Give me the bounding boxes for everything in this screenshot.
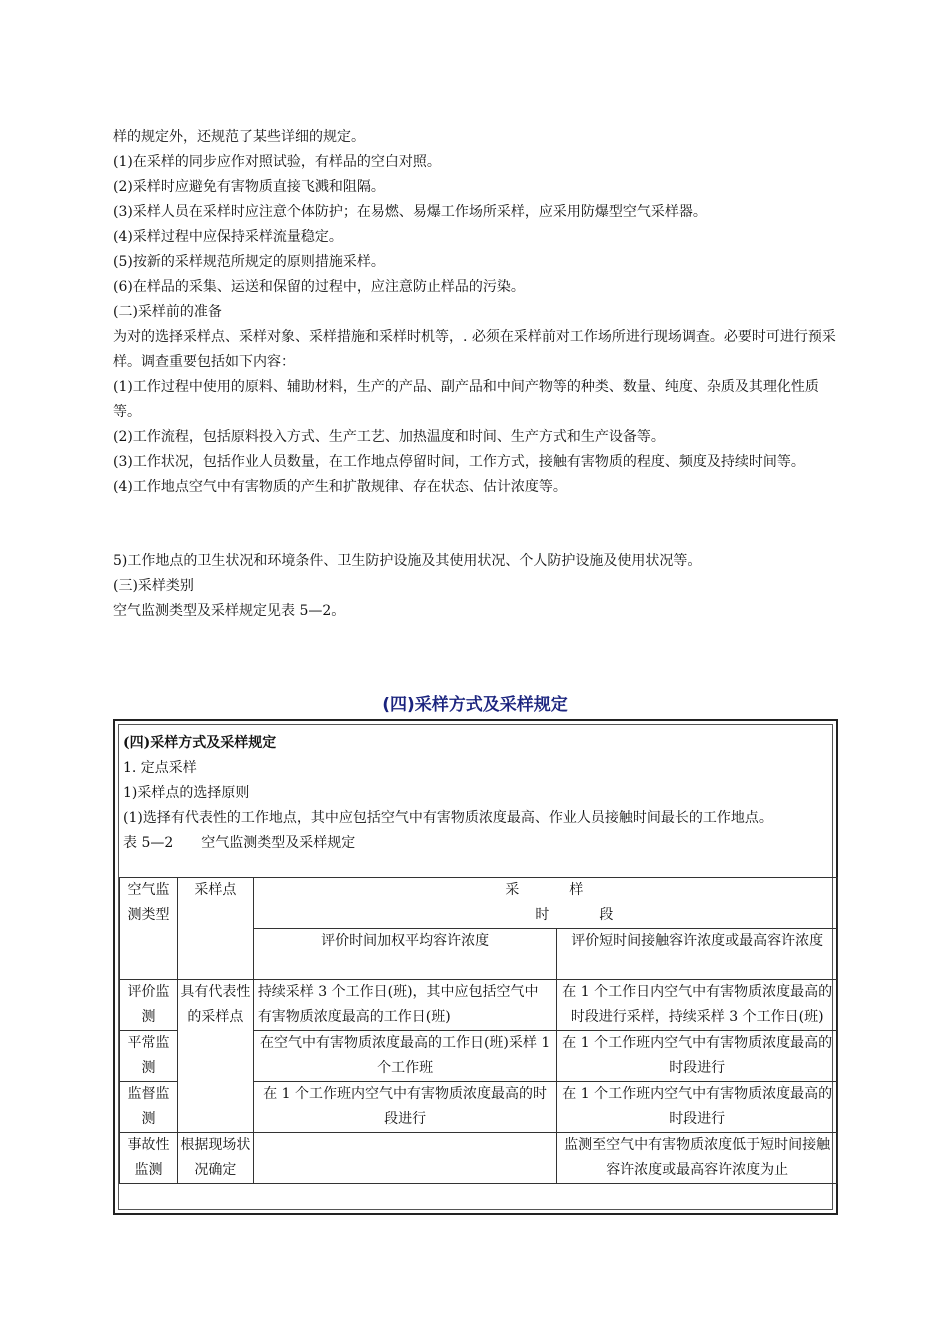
table-cell: 根据现场状况确定 — [177, 1133, 253, 1184]
box-title: (四)采样方式及采样规定 — [123, 735, 277, 751]
text-line: (4)工作地点空气中有害物质的产生和扩散规律、存在状态、估计浓度等。 — [113, 479, 567, 495]
table-cell: 持续采样 3 个工作日(班)，其中应包括空气中有害物质浓度最高的工作日(班) — [253, 980, 557, 1031]
intro-text — [113, 125, 843, 500]
section-title: (四)采样方式及采样规定 — [382, 695, 568, 715]
text-line: 5)工作地点的卫生状况和环境条件、卫生防护设施及其使用状况、个人防护设施及使用状况等。 — [113, 553, 702, 569]
later-text — [113, 549, 843, 624]
content-box — [113, 719, 838, 1215]
text-line: (3)工作状况，包括作业人员数量，在工作地点停留时间，工作方式，接触有害物质的程度、频度及持续时间等。 — [113, 454, 805, 470]
table-cell: 监督监测 — [120, 1082, 178, 1133]
box-text — [123, 731, 835, 856]
text-line: 1. 定点采样 — [123, 760, 197, 776]
table-row — [120, 1133, 838, 1184]
table-cell: 在 1 个工作日内空气中有害物质浓度最高的时段进行采样，持续采样 3 个工作日(班) — [557, 980, 838, 1031]
text-line: (2)工作流程，包括原料投入方式、生产工艺、加热温度和时间、生产方式和生产设备等。 — [113, 429, 665, 445]
text-line: (1)选择有代表性的工作地点，其中应包括空气中有害物质浓度最高、作业人员接触时间最长的工作地点。 — [123, 810, 773, 826]
table-row — [120, 980, 838, 1031]
text-line: (1)工作过程中使用的原料、辅助材料，生产的产品、副产品和中间产物等的种类、数量、纯度、杂质及其理化性质等。 — [113, 379, 819, 420]
text-line: (4)采样过程中应保持采样流量稳定。 — [113, 229, 343, 245]
table-cell: 具有代表性的采样点 — [177, 980, 253, 1133]
table-cell: 监测至空气中有害物质浓度低于短时间接触容许浓度或最高容许浓度为止 — [557, 1133, 838, 1184]
header-cell: 评价时间加权平均容许浓度 — [253, 929, 557, 980]
table-cell: 在 1 个工作班内空气中有害物质浓度最高的时段进行 — [253, 1082, 557, 1133]
sampling-table — [119, 877, 838, 1184]
table-cell: 在 1 个工作班内空气中有害物质浓度最高的时段进行 — [557, 1031, 838, 1082]
table-caption: 表 5—2 空气监测类型及采样规定 — [123, 835, 356, 851]
text-line: 空气监测类型及采样规定见表 5—2。 — [113, 603, 346, 619]
table-cell: 平常监测 — [120, 1031, 178, 1082]
table-cell: 在空气中有害物质浓度最高的工作日(班)采样 1 个工作班 — [253, 1031, 557, 1082]
text-line: (5)按新的采样规范所规定的原则措施采样。 — [113, 254, 385, 270]
table-cell: 在 1 个工作班内空气中有害物质浓度最高的时段进行 — [557, 1082, 838, 1133]
content-box-inner — [118, 724, 833, 1210]
text-line: (6)在样品的采集、运送和保留的过程中，应注意防止样品的污染。 — [113, 279, 525, 295]
header-line: 采 样 — [505, 882, 586, 898]
header-cell: 采样点 — [177, 878, 253, 980]
table-cell — [253, 1133, 557, 1184]
text-line: 样的规定外，还规范了某些详细的规定。 — [113, 129, 365, 145]
text-line: (1)在采样的同步应作对照试验，有样品的空白对照。 — [113, 154, 441, 170]
text-line: 为对的选择采样点、采样对象、采样措施和采样时机等，. 必须在采样前对工作场所进行现场调查。必要时可进行预采样。调查重要包括如下内容： — [113, 329, 836, 370]
text-line: 1)采样点的选择原则 — [123, 785, 250, 801]
text-line: (3)采样人员在采样时应注意个体防护；在易燃、易爆工作场所采样，应采用防爆型空气采样器。 — [113, 204, 707, 220]
table-cell: 评价监测 — [120, 980, 178, 1031]
header-cell: 评价短时间接触容许浓度或最高容许浓度 — [557, 929, 838, 980]
header-cell: 空气监测类型 — [120, 878, 178, 980]
text-line: (2)采样时应避免有害物质直接飞溅和阻隔。 — [113, 179, 385, 195]
subheading: (三)采样类别 — [113, 578, 194, 594]
table-header-row — [120, 878, 838, 929]
header-cell — [253, 878, 837, 929]
header-line: 时 段 — [535, 907, 616, 923]
table-cell: 事故性监测 — [120, 1133, 178, 1184]
subheading: (二)采样前的准备 — [113, 304, 222, 320]
